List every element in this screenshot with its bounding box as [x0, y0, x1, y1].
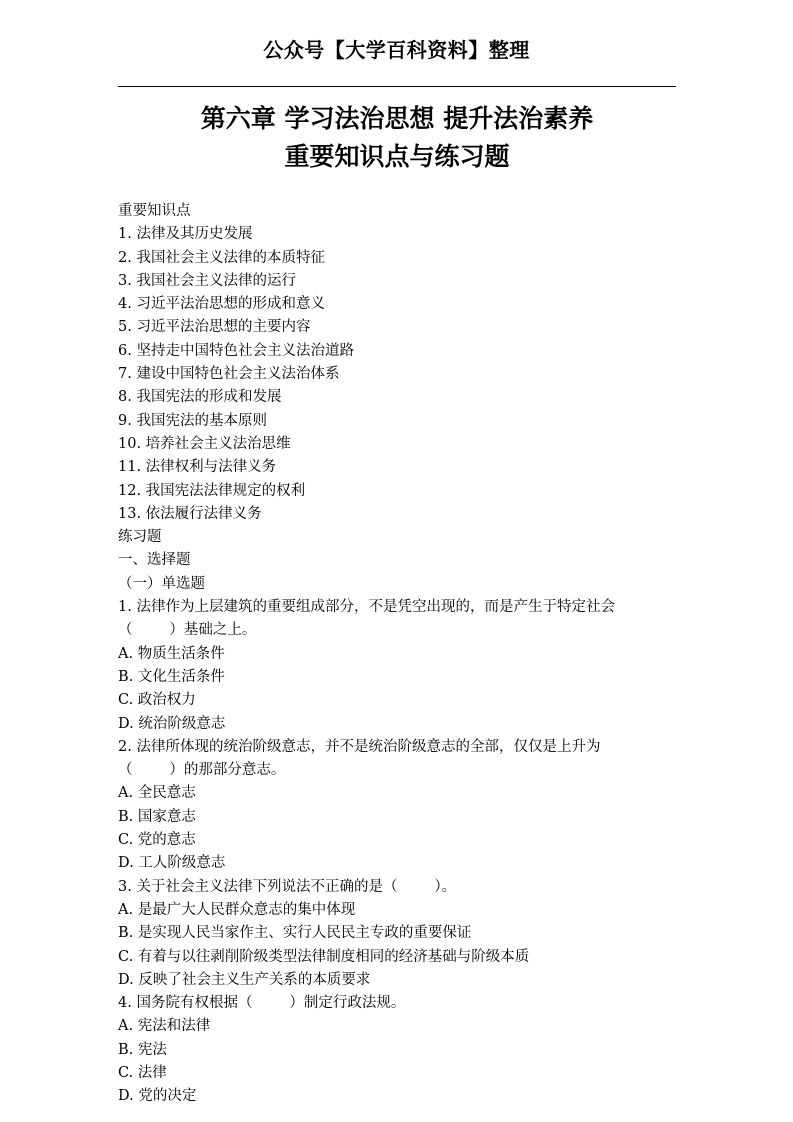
body-line: A. 宪法和法律	[118, 1018, 211, 1035]
body-line: C. 政治权力	[118, 692, 196, 709]
body-line: 12. 我国宪法法律规定的权利	[118, 482, 306, 499]
watermark-text: 公众号【大学百科资料】整理	[263, 38, 530, 62]
body-line: 4. 国务院有权根据（ ）制定行政法规。	[118, 995, 406, 1012]
body-line: （一）单选题	[118, 575, 205, 592]
page-title-line-1: 第六章 学习法治思想 提升法治素养	[200, 104, 594, 133]
body-line: 3. 关于社会主义法律下列说法不正确的是（ ）。	[118, 878, 457, 895]
body-line: A. 是最广大人民群众意志的集中体现	[118, 901, 356, 918]
body-line: D. 党的决定	[118, 1088, 197, 1105]
body-line: 5. 习近平法治思想的主要内容	[118, 319, 311, 336]
body-line: 13. 依法履行法律义务	[118, 505, 262, 522]
body-line: D. 工人阶级意志	[118, 855, 226, 872]
body-line: A. 物质生活条件	[118, 645, 225, 662]
body-line: B. 国家意志	[118, 808, 196, 825]
body-line: 3. 我国社会主义法律的运行	[118, 272, 296, 289]
body-line: 2. 法律所体现的统治阶级意志，并不是统治阶级意志的全部，仅仅是上升为	[118, 738, 601, 755]
body-line: 6. 坚持走中国特色社会主义法治道路	[118, 342, 354, 359]
body-line: 练习题	[118, 529, 162, 546]
body-line: 7. 建设中国特色社会主义法治体系	[118, 366, 340, 383]
page-title-line-2: 重要知识点与练习题	[284, 142, 510, 171]
body-line: B. 宪法	[118, 1041, 167, 1058]
body-line: C. 法律	[118, 1064, 167, 1081]
body-line: 1. 法律作为上层建筑的重要组成部分，不是凭空出现的，而是产生于特定社会	[118, 599, 615, 616]
header-divider	[118, 86, 676, 87]
body-line: 4. 习近平法治思想的形成和意义	[118, 296, 325, 313]
body-line: （ ）基础之上。	[118, 622, 257, 639]
body-line: 8. 我国宪法的形成和发展	[118, 389, 282, 406]
body-line: D. 反映了社会主义生产关系的本质要求	[118, 971, 371, 988]
body-line: C. 党的意志	[118, 832, 196, 849]
body-line: 一、选择题	[118, 552, 191, 569]
body-line: 10. 培养社会主义法治思维	[118, 435, 291, 452]
body-line: A. 全民意志	[118, 785, 196, 802]
body-line: D. 统治阶级意志	[118, 715, 226, 732]
body-line: B. 是实现人民当家作主、实行人民民主专政的重要保证	[118, 925, 472, 942]
body-line: B. 文化生活条件	[118, 668, 225, 685]
body-line: 重要知识点	[118, 203, 191, 219]
body-line: 2. 我国社会主义法律的本质特征	[118, 249, 325, 266]
page-title	[118, 100, 676, 176]
document-body	[118, 200, 683, 1109]
body-line: 9. 我国宪法的基本原则	[118, 412, 267, 429]
body-line: C. 有着与以往剥削阶级类型法律制度相同的经济基础与阶级本质	[118, 948, 530, 965]
body-line: 1. 法律及其历史发展	[118, 226, 253, 243]
body-line: （ ）的那部分意志。	[118, 762, 286, 779]
body-line: 11. 法律权利与法律义务	[118, 459, 277, 476]
